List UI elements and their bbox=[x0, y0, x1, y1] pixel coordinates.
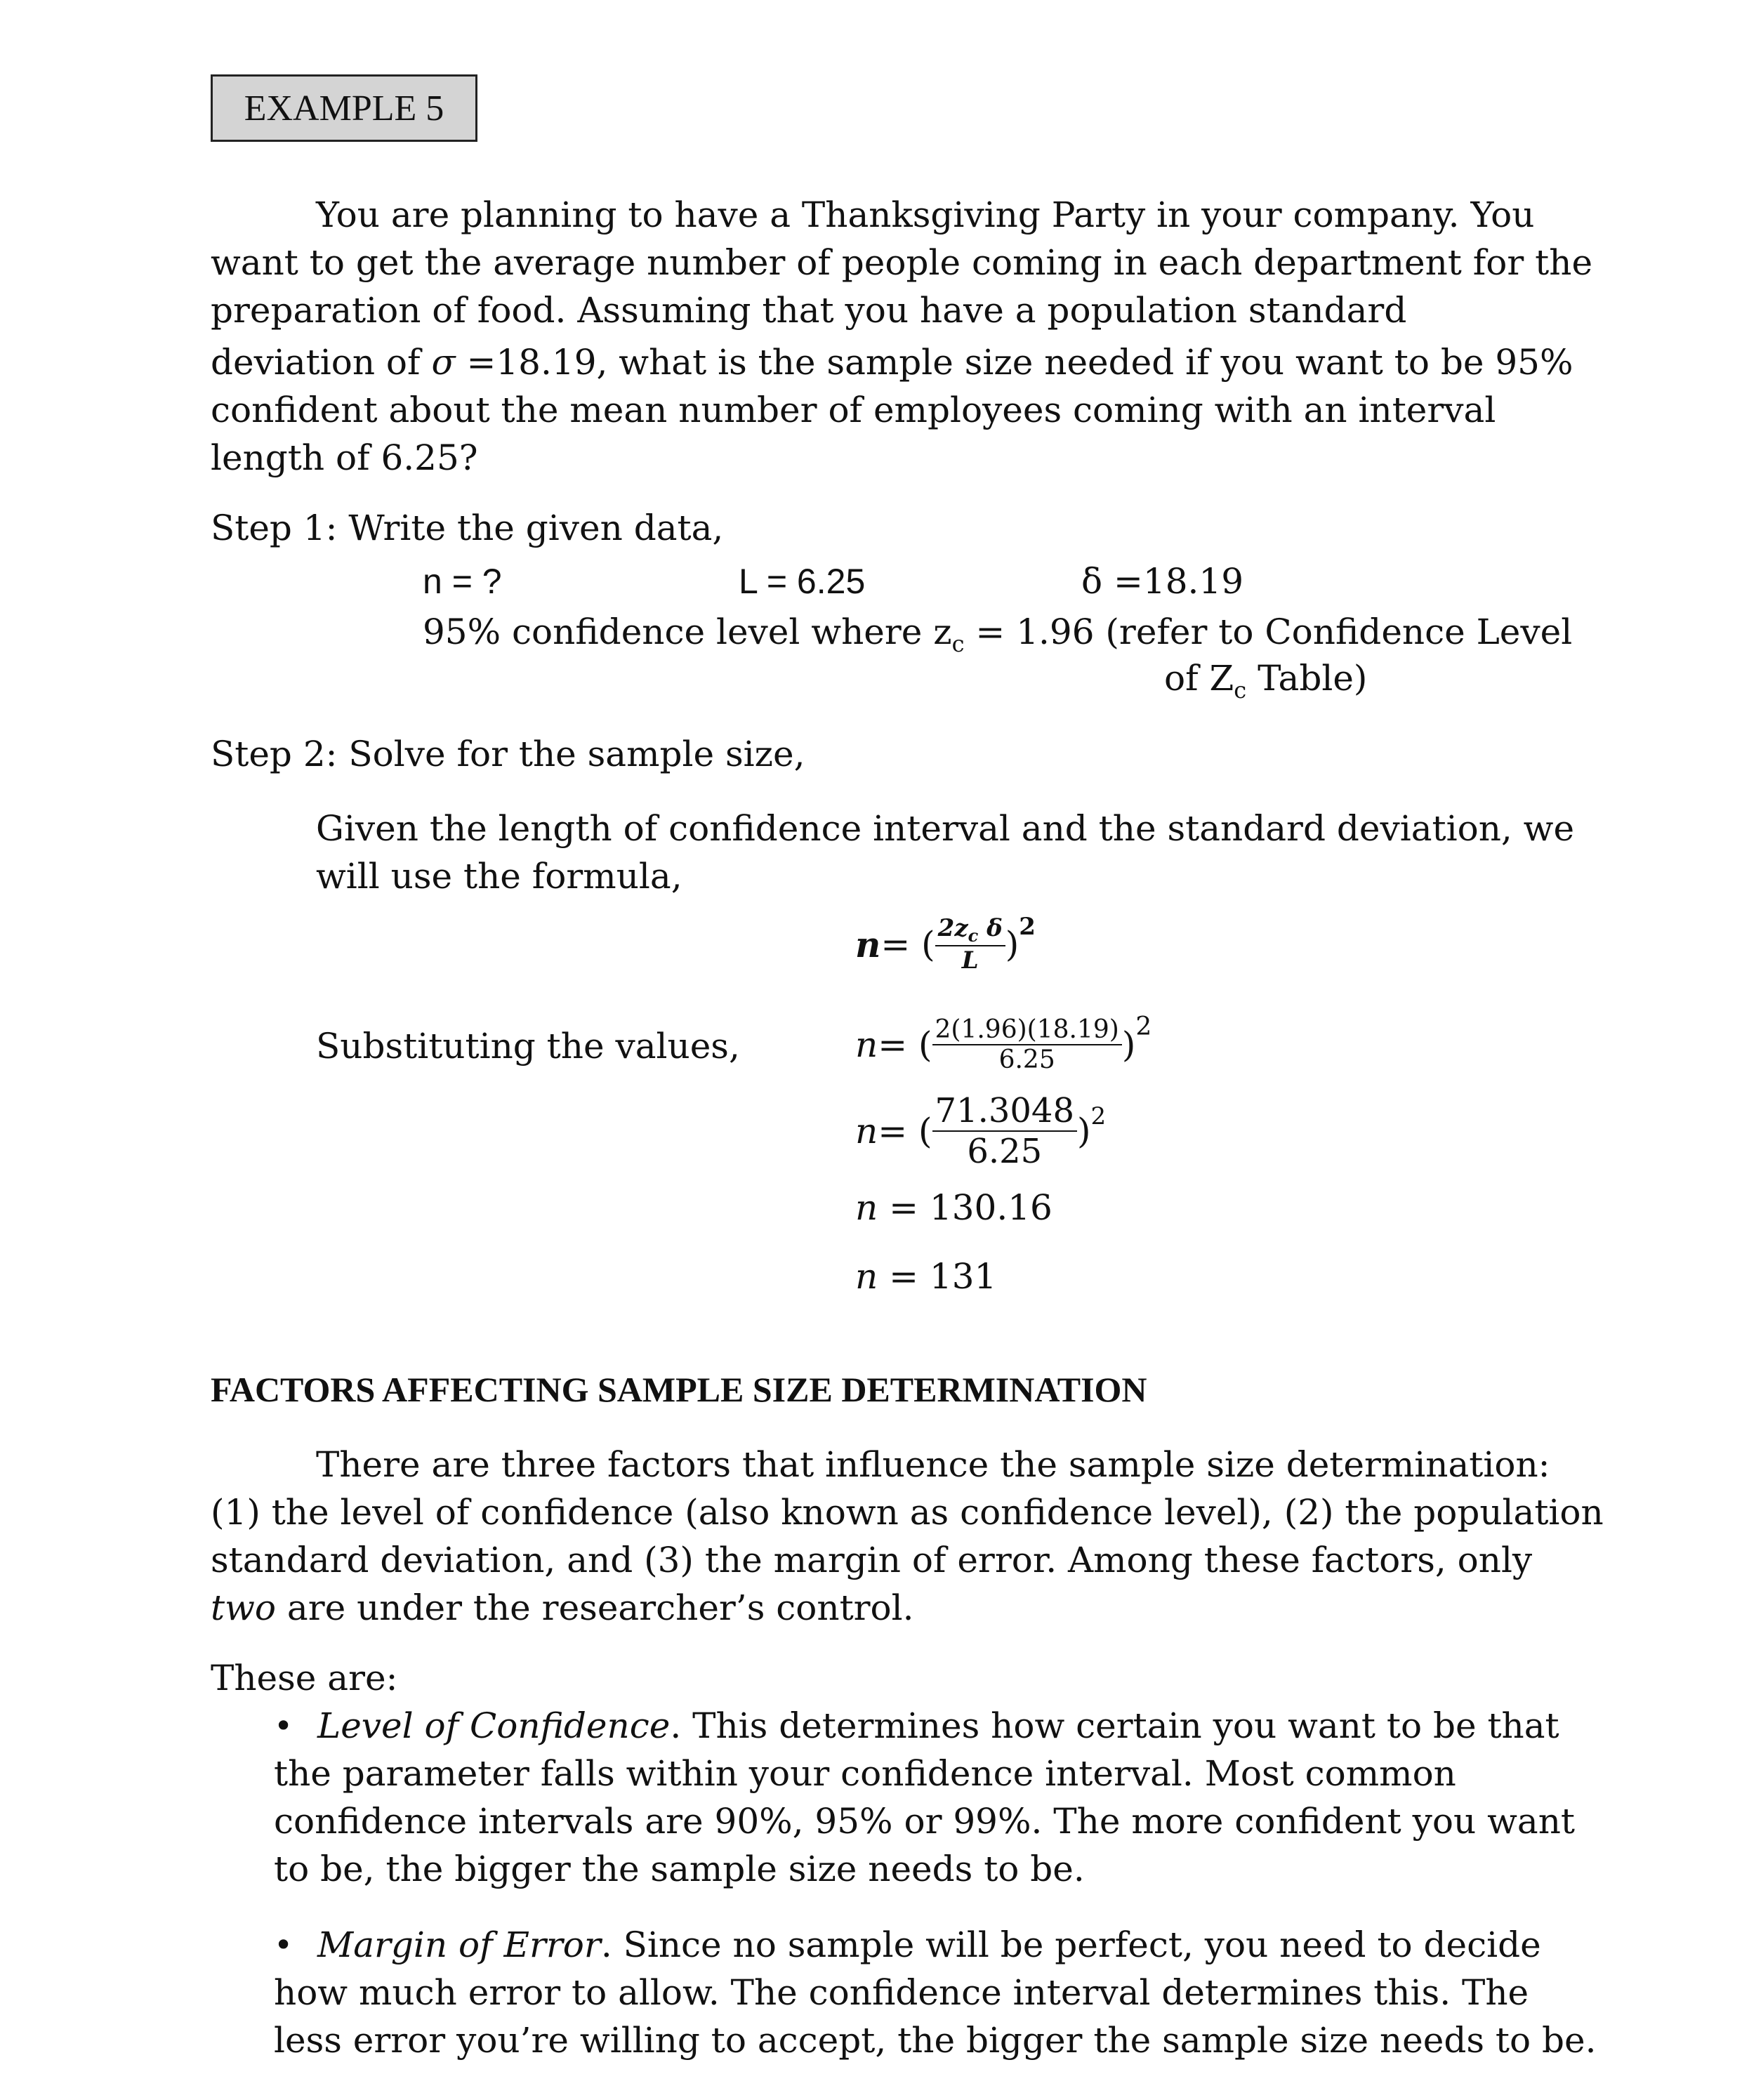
bullet2-line-1: Margin of Error. Since no sample will be perfect, you need to decide bbox=[317, 1924, 1541, 1965]
substitution-step-1: n = ( $\frac{2(1.96)(18.19)}{6.25}$ ) $^2$ bbox=[855, 1012, 1152, 1074]
factors-line-4: two are under the researcher’s control. bbox=[211, 1587, 914, 1628]
given-n: n = ? bbox=[423, 562, 502, 601]
formula-numerator: $2z_c$ δ bbox=[935, 914, 1005, 947]
result-1: n = 130.16 bbox=[855, 1187, 1053, 1228]
step1-title: Step 1: Write the given data, bbox=[211, 508, 724, 548]
intro-line-1: You are planning to have a Thanksgiving Party in your company. You bbox=[316, 194, 1535, 235]
confidence-table-ref: of $Z_c$ Table) bbox=[1164, 658, 1368, 704]
factors-heading: FACTORS AFFECTING SAMPLE SIZE DETERMINATION bbox=[211, 1370, 1147, 1409]
these-are-label: These are: bbox=[211, 1658, 398, 1698]
confidence-level-line: 95% confidence level where $z_c = 1.96$ (refer to Confidence Level bbox=[423, 612, 1573, 657]
intro-line-5: confident about the mean number of employees coming with an interval bbox=[211, 390, 1496, 430]
substituting-label: Substituting the values, bbox=[316, 1026, 740, 1066]
bullet1-line-4: to be, the bigger the sample size needs to be. bbox=[274, 1849, 1085, 1889]
bullet1-line-3: confidence intervals are 90%, 95% or 99%. The more confident you want bbox=[274, 1801, 1576, 1842]
sub1-numerator: 2(1.96)(18.19) bbox=[932, 1015, 1122, 1045]
bullet2-line-2: how much error to allow. The confidence interval determines this. The bbox=[274, 1972, 1529, 2013]
given-line-2: will use the formula, bbox=[316, 856, 682, 897]
given-delta: δ =18.19 bbox=[1081, 561, 1244, 602]
formula-denominator: L bbox=[961, 946, 979, 975]
bullet-icon: • bbox=[274, 1707, 293, 1745]
sub2-numerator: 71.3048 bbox=[932, 1091, 1078, 1132]
bullet1-title: Level of Confidence bbox=[317, 1705, 671, 1746]
sub2-denominator: 6.25 bbox=[967, 1132, 1043, 1171]
intro-line-4: deviation of σ =18.19, what is the sample size needed if you want to be 95% bbox=[211, 342, 1573, 383]
sample-size-formula: n = ( $\frac{2z_c \delta}{L}$ ) $^2$ bbox=[855, 913, 1036, 975]
example-label bbox=[211, 74, 477, 142]
bullet1-line-1: Level of Confidence. This determines how certain you want to be that bbox=[317, 1705, 1559, 1746]
bullet2-title: Margin of Error bbox=[317, 1924, 601, 1965]
bullet1-line-2: the parameter falls within your confidence interval. Most common bbox=[274, 1753, 1456, 1794]
result-2: n = 131 bbox=[855, 1256, 997, 1297]
bullet2-line-3: less error you’re willing to accept, the bigger the sample size needs to be. bbox=[274, 2020, 1597, 2061]
intro-line-3: preparation of food. Assuming that you have a population standard bbox=[211, 290, 1407, 331]
given-L: L = 6.25 bbox=[739, 562, 866, 601]
step2-title: Step 2: Solve for the sample size, bbox=[211, 734, 805, 774]
intro-line-6: length of 6.25? bbox=[211, 437, 478, 478]
sigma-symbol: σ bbox=[431, 342, 456, 383]
intro-line-2: want to get the average number of people coming in each department for the bbox=[211, 242, 1593, 283]
factors-line-1: There are three factors that influence the sample size determination: bbox=[316, 1444, 1550, 1485]
factors-line-2: (1) the level of confidence (also known as confidence level), (2) the population bbox=[211, 1492, 1604, 1533]
example-label-text: EXAMPLE 5 bbox=[244, 88, 444, 128]
bullet-icon: • bbox=[274, 1926, 293, 1964]
factors-line-3: standard deviation, and (3) the margin of error. Among these factors, only bbox=[211, 1540, 1533, 1580]
given-line-1: Given the length of confidence interval and the standard deviation, we bbox=[316, 808, 1575, 849]
substitution-step-2: n = ( $\frac{71.3048}{6.25}$ ) $^2$ bbox=[855, 1091, 1107, 1171]
sub1-denominator: 6.25 bbox=[998, 1045, 1055, 1074]
